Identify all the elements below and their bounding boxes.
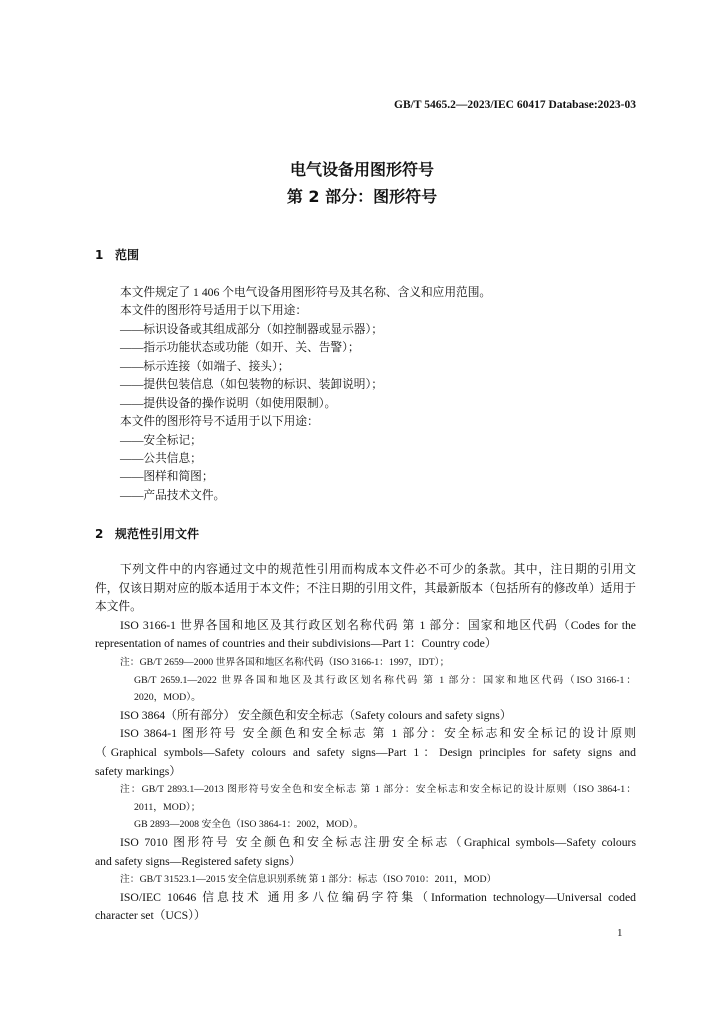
- list-item: ——标识设备或其组成部分（如控制器或显示器）；: [120, 322, 383, 336]
- list-item: ——提供包装信息（如包装物的标识、装卸说明）；: [120, 378, 383, 392]
- note-line: 2011，MOD）；: [134, 801, 201, 813]
- reference-note: [95, 654, 636, 707]
- intro-line: 本文件。: [95, 600, 142, 614]
- reference-line: ISO 3166-1 世界各国和地区及其行政区划名称代码 第 1 部分：国家和地区代码（Codes for the: [120, 618, 636, 632]
- section-number: 1: [95, 248, 104, 262]
- reference-line: safety markings）: [95, 764, 182, 778]
- reference-note: [95, 781, 636, 834]
- note-text: GB/T 2893.1—2013 图形符号安全色和安全标志 第 1 部分：安全标志和安全标记的设计原则（ISO 3864-1：: [141, 784, 637, 796]
- list-item: ——提供设备的操作说明（如使用限制）。: [120, 396, 337, 410]
- note-line: [95, 871, 636, 889]
- list-item: ——产品技术文件。: [120, 488, 226, 502]
- note-text: GB/T 31523.1—2015 安全信息识别系统 第 1 部分：标志（ISO 7010：2011，MOD）: [139, 874, 497, 886]
- note-label: 注：: [120, 784, 142, 796]
- list-item: ——标示连接（如端子、接头）；: [120, 359, 290, 373]
- list-item: ——指示功能状态或功能（如开、关、告警）；: [120, 341, 360, 355]
- note-line: GB/T 2659.1—2022 世界各国和地区及其行政区划名称代码 第 1 部分：国家和地区代码（ISO 3166-1：: [134, 674, 636, 686]
- list-item: ——公共信息；: [120, 451, 202, 465]
- list-item: ——安全标记；: [120, 433, 202, 447]
- scope-body: [95, 284, 636, 505]
- section-title: 规范性引用文件: [115, 527, 200, 541]
- paragraph-line: 本文件的图形符号适用于以下用途：: [120, 304, 308, 318]
- intro-line: 下列文件中的内容通过文中的规范性引用而构成本文件必不可少的条款。其中，注日期的引用文: [120, 563, 636, 576]
- reference-entry: [95, 617, 636, 707]
- note-label: 注：: [120, 874, 140, 886]
- paragraph-line: 本文件规定了 1 406 个电气设备用图形符号及其名称、含义和应用范围。: [120, 286, 492, 299]
- section-title: 范围: [115, 248, 140, 262]
- note-line: 2020，MOD）。: [134, 692, 201, 704]
- title-part: 第 2 部分：图形符号: [286, 187, 438, 206]
- section-number: 2: [95, 527, 104, 541]
- title-main: 电气设备用图形符号: [289, 160, 434, 179]
- reference-entry: [95, 834, 636, 889]
- reference-line: ISO 3864-1 图形符号 安全颜色和安全标志 第 1 部分：安全标志和安全标记的设计原则: [120, 727, 636, 741]
- reference-line: and safety signs—Registered safety signs）: [95, 854, 301, 868]
- note-line: [95, 654, 636, 672]
- list-item: ——图样和简图；: [120, 470, 214, 484]
- note-label: 注：: [120, 656, 140, 668]
- section-heading-scope: [95, 247, 139, 263]
- running-header: GB/T 5465.2—2023/IEC 60417 Database:2023-03: [394, 99, 636, 111]
- reference-line: （Graphical symbols—Safety colours and safety signs—Part 1：Design principles for safety signs and: [95, 745, 636, 759]
- section-heading-normative-references: [95, 526, 199, 542]
- reference-line: ISO 3864（所有部分） 安全颜色和安全标志（Safety colours and safety signs）: [120, 708, 512, 722]
- normative-references-body: [95, 561, 636, 926]
- reference-entry: [95, 889, 636, 926]
- note-line: [95, 781, 636, 799]
- reference-line: ISO 7010 图形符号 安全颜色和安全标志注册安全标志（Graphical symbols—Safety colours: [120, 835, 636, 849]
- reference-line: ISO/IEC 10646 信息技术 通用多八位编码字符集（Information technology—Universal coded: [120, 890, 636, 904]
- note-line: GB 2893—2008 安全色（ISO 3864-1：2002，MOD）。: [134, 819, 364, 831]
- intro-line: 件，仅该日期对应的版本适用于本文件；不注日期的引用文件，其最新版本（包括所有的修改单）适用于: [95, 581, 636, 595]
- reference-note: [95, 871, 636, 889]
- paragraph-line: 本文件的图形符号不适用于以下用途：: [120, 415, 319, 429]
- reference-entry: [95, 707, 636, 726]
- document-title: [0, 156, 724, 210]
- reference-line: representation of names of countries and their subdivisions—Part 1：Country code）: [95, 637, 497, 651]
- reference-line: character set（UCS））: [95, 909, 206, 923]
- reference-entry: [95, 725, 636, 834]
- note-text: GB/T 2659—2000 世界各国和地区名称代码（ISO 3166-1：1997，IDT）；: [139, 656, 450, 668]
- page-number: 1: [617, 927, 623, 939]
